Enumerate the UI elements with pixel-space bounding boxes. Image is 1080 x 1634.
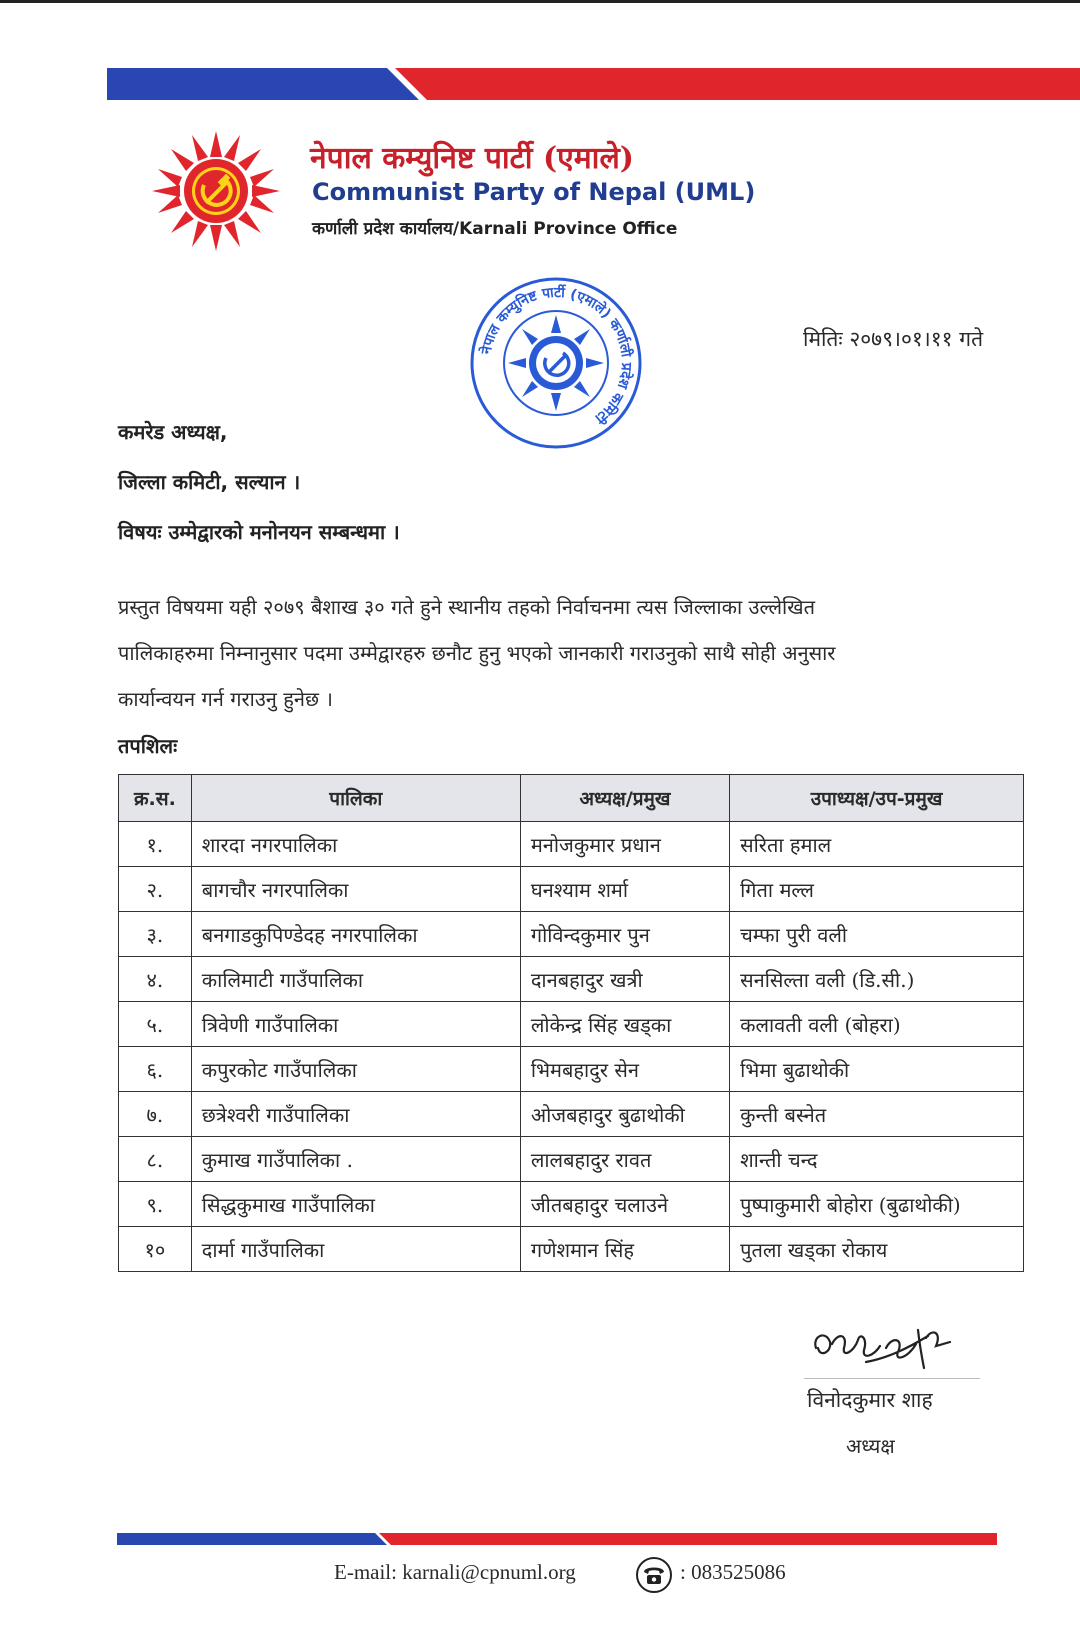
chair-cell: लालबहादुर रावत [520, 1137, 729, 1182]
seal-text: नेपाल कम्युनिष्ट पार्टी (एमाले) कर्णाली प्रदेश कमिटी [478, 284, 635, 427]
municipality-cell: सिद्धकुमाख गाउँपालिका [191, 1182, 520, 1227]
chair-cell: जीतबहादुर चलाउने [520, 1182, 729, 1227]
vice-chair-cell: भिमा बुढाथोकी [730, 1047, 1024, 1092]
table-row [119, 1182, 1024, 1227]
municipality-cell: बागचौर नगरपालिका [191, 867, 520, 912]
serial-cell: ६. [119, 1047, 192, 1092]
hammer-sickle-sun-icon [150, 130, 282, 252]
vice-chair-cell: पुतला खड्का रोकाय [730, 1227, 1024, 1272]
municipality-cell: कालिमाटी गाउँपालिका [191, 957, 520, 1002]
letterhead [150, 130, 850, 250]
handwritten-signature [808, 1318, 958, 1374]
footer-phone: : 083525086 [680, 1560, 786, 1584]
municipality-cell: कपुरकोट गाउँपालिका [191, 1047, 520, 1092]
municipality-cell: कुमाख गाउँपालिका . [191, 1137, 520, 1182]
municipality-cell: छत्रेश्वरी गाउँपालिका [191, 1092, 520, 1137]
chair-cell: ओजबहादुर बुढाथोकी [520, 1092, 729, 1137]
table-row [119, 867, 1024, 912]
party-name-nepali: नेपाल कम्युनिष्ट पार्टी (एमाले) [310, 141, 634, 176]
annex-label: तपशिलः [118, 734, 178, 758]
vice-chair-cell: पुष्पाकुमारी बोहोरा (बुढाथोकी) [730, 1182, 1024, 1227]
column-header-municipality: पालिका [191, 775, 520, 822]
recipient-title: कमरेड अध्यक्ष, [118, 420, 228, 444]
municipality-cell: दार्मा गाउँपालिका [191, 1227, 520, 1272]
vice-chair-cell: चम्फा पुरी वली [730, 912, 1024, 957]
serial-cell: १. [119, 822, 192, 867]
table-row [119, 1092, 1024, 1137]
chair-cell: गोविन्दकुमार पुन [520, 912, 729, 957]
signer-title: अध्यक्ष [846, 1434, 895, 1458]
body-line: पालिकाहरुमा निम्नानुसार पदमा उम्मेद्वारहरु छनौट हुनु भएको जानकारी गराउनुको साथै सोही अनुसार [118, 641, 836, 665]
serial-cell: २. [119, 867, 192, 912]
serial-cell: ३. [119, 912, 192, 957]
serial-cell: ५. [119, 1002, 192, 1047]
chair-cell: गणेशमान सिंह [520, 1227, 729, 1272]
chair-cell: दानबहादुर खत्री [520, 957, 729, 1002]
letter-body [118, 584, 1018, 722]
table-row [119, 957, 1024, 1002]
top-border [0, 0, 1080, 3]
letter-subject: विषयः उम्मेद्वारको मनोनयन सम्बन्धमा । [118, 520, 400, 544]
candidate-table [118, 774, 1024, 1272]
serial-cell: ८. [119, 1137, 192, 1182]
column-header-vice-chair: उपाध्यक्ष/उप-प्रमुख [730, 775, 1024, 822]
chair-cell: घनश्याम शर्मा [520, 867, 729, 912]
table-header-row [119, 775, 1024, 822]
chair-cell: लोकेन्द्र सिंह खड्का [520, 1002, 729, 1047]
header-color-band [107, 68, 1080, 100]
vice-chair-cell: कलावती वली (बोहरा) [730, 1002, 1024, 1047]
table-row [119, 822, 1024, 867]
municipality-cell: शारदा नगरपालिका [191, 822, 520, 867]
column-header-chair: अध्यक्ष/प्रमुख [520, 775, 729, 822]
table-row [119, 912, 1024, 957]
footer-color-band [117, 1533, 997, 1545]
chair-cell: मनोजकुमार प्रधान [520, 822, 729, 867]
column-header-serial: क्र.स. [119, 775, 192, 822]
footer-email: E-mail: karnali@cpnuml.org [334, 1560, 576, 1584]
body-line: प्रस्तुत विषयमा यही २०७९ बैशाख ३० गते हुने स्थानीय तहको निर्वाचनमा त्यस जिल्लाका उल्लेखित [118, 595, 815, 619]
recipient-committee: जिल्ला कमिटी, सल्यान । [118, 470, 301, 494]
office-seal-stamp [468, 275, 644, 451]
telephone-icon [635, 1556, 673, 1594]
serial-cell: ४. [119, 957, 192, 1002]
table-row [119, 1047, 1024, 1092]
signer-name: विनोदकुमार शाह [807, 1388, 933, 1412]
vice-chair-cell: सरिता हमाल [730, 822, 1024, 867]
table-row [119, 1227, 1024, 1272]
vice-chair-cell: गिता मल्ल [730, 867, 1024, 912]
serial-cell: ७. [119, 1092, 192, 1137]
party-name-english: Communist Party of Nepal (UML) [312, 178, 756, 206]
chair-cell: भिमबहादुर सेन [520, 1047, 729, 1092]
municipality-cell: त्रिवेणी गाउँपालिका [191, 1002, 520, 1047]
signature-line [804, 1378, 980, 1379]
serial-cell: ९. [119, 1182, 192, 1227]
vice-chair-cell: शान्ती चन्द [730, 1137, 1024, 1182]
letter-date: मितिः २०७९।०१।११ गते [803, 327, 984, 351]
vice-chair-cell: कुन्ती बस्नेत [730, 1092, 1024, 1137]
office-name: कर्णाली प्रदेश कार्यालय/Karnali Province Office [312, 219, 678, 239]
table-row [119, 1002, 1024, 1047]
municipality-cell: बनगाडकुपिण्डेदह नगरपालिका [191, 912, 520, 957]
serial-cell: १० [119, 1227, 192, 1272]
table-row [119, 1137, 1024, 1182]
body-line: कार्यान्वयन गर्न गराउनु हुनेछ । [118, 687, 333, 711]
vice-chair-cell: सनसिल्ता वली (डि.सी.) [730, 957, 1024, 1002]
